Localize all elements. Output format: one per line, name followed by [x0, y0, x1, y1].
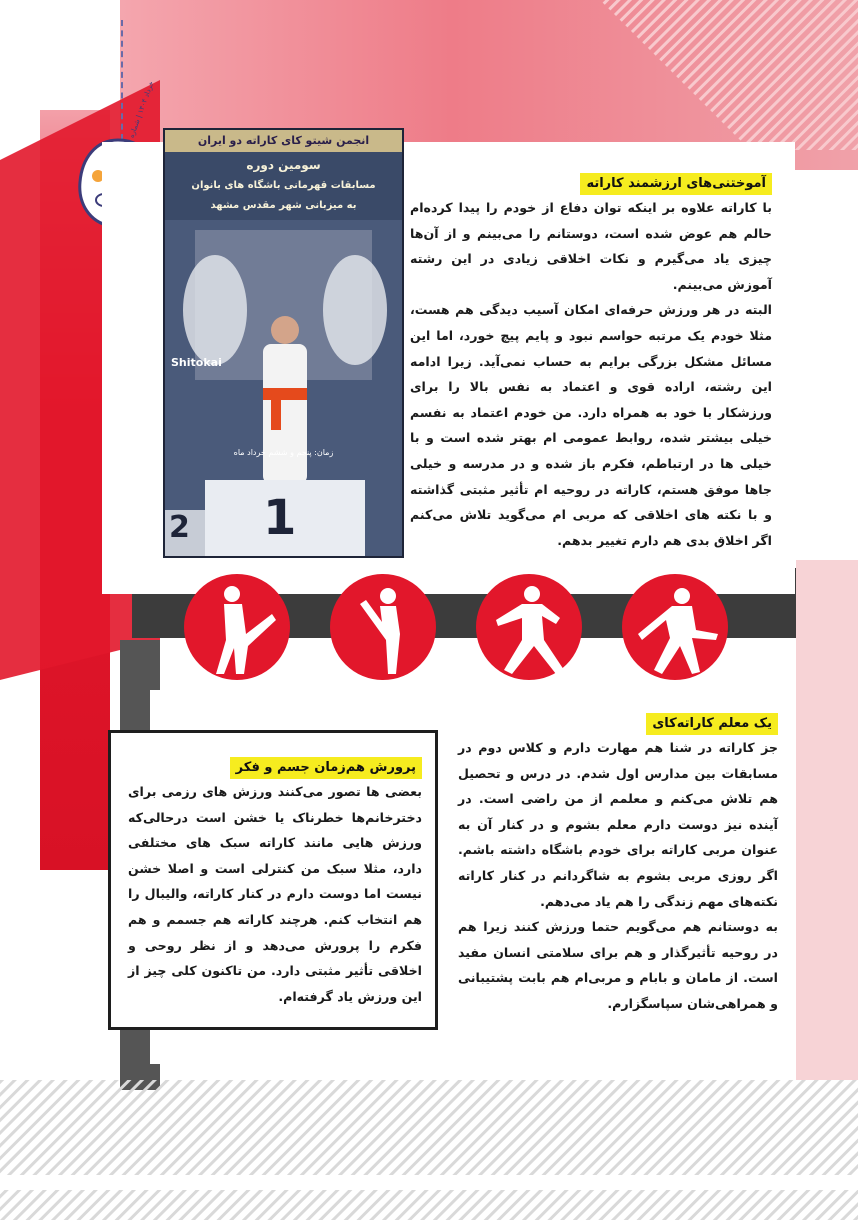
karate-kick-icon — [184, 574, 290, 680]
photo-date-line: زمان: پنجم و ششم خرداد ماه — [233, 448, 334, 457]
karate-high-kick-icon — [330, 574, 436, 680]
photo-banner-line4: به میزبانی شهر مقدس مشهد — [210, 200, 357, 211]
right-pink-area — [796, 560, 858, 1080]
competition-photo — [163, 128, 404, 558]
section1-paragraph-2: البته در هر ورزش حرفه‌ای امکان آسیب دیدگی هم هست، مثلا خودم یک مرتبه حواسم نبود و پایم پیچ خورد، اما این مسائل مشکل بزرگی برایم به حساب نمی‌آید. زیرا ادامه این رشته، اراده قوی و اعتماد به نفس بالا را برای ورزشکار با خود به همراه دارد. من خودم اعتماد به نفسم خیلی بیشتر شده، روابط عمومی ام بهتر شده است و با خیلی ها در ارتباطم، فکرم باز شده و در مدرسه و خیلی جاها موفق هستم، کاراته در روحیه ام تأثیر مثبتی گذاشته و با نکته های اخلاقی که مربی ام می‌گوید تلاش می‌کنم اگر اخلاق بدی هم دارم تغییر بدهم. — [410, 302, 772, 548]
karate-stance-icon — [476, 574, 582, 680]
photo-banner-line1: انجمن شیتو کای کاراته دو ایران — [197, 134, 370, 147]
section3 — [128, 756, 422, 1009]
podium-first-number: 1 — [263, 490, 297, 546]
section1-heading: آموختنی‌های ارزشمند کاراته — [580, 173, 772, 195]
section3-heading: پرورش هم‌زمان جسم و فکر — [230, 757, 422, 779]
section2-paragraph-1: جز کاراته در شنا هم مهارت دارم و کلاس دوم در مسابقات بین مدارس اول شدم. در درس و تحصیل هم تلاش می‌کنم و معلمم از من راضی است. در آینده نیز دوست دارم معلم بشوم و در کنار آن به عنوان مربی کاراته برای خودم باشگاه داشته باشم. اگر روزی مربی بشوم به شاگردانم در کنار کاراته نکته‌های مهم زندگی را هم یاد می‌دهم. — [458, 740, 778, 909]
section3-paragraph-1: بعضی ها تصور می‌کنند ورزش های رزمی برای دخترخانم‌ها خطرناک یا خشن است درحالی‌که ورزش هایی مانند کاراته سبک های مختلفی دارد، مثلا سبک من کنترلی است و اصلا خشن نیست اما دوست دارم در کنار کاراته، والیبال را هم انتخاب کنم. هرچند کاراته هم جسمم و هم فکرم را پرورش می‌دهد و از نظر روحی و اخلاقی تأثیر مثبتی دارد. من تاکنون کلی چیز از این ورزش یاد گرفته‌ام. — [128, 784, 422, 1004]
section1 — [410, 172, 772, 553]
photo-banner-line3: مسابقات قهرمانی باشگاه های بانوان — [191, 180, 376, 191]
karate-icons-row — [180, 572, 780, 684]
podium-second-number: 2 — [169, 510, 190, 545]
section2 — [458, 712, 778, 1017]
photo-brand-label: Shitokai — [171, 356, 222, 369]
dashed-line — [121, 20, 123, 140]
karate-punch-icon — [622, 574, 728, 680]
section2-heading: یک معلم کاراته‌کای — [646, 713, 778, 735]
section1-paragraph-1: با کاراته علاوه بر اینکه توان دفاع از خودم را پیدا کرده‌ام حالم هم عوض شده است، دوستانم را می‌بینم و از آن‌ها چیزی یاد می‌گیرم و نکات اخلاقی زیادی در این رشته آموزش می‌بینم. — [410, 200, 772, 292]
stripe-pattern-bottom — [0, 1080, 858, 1220]
photo-banner-line2: سومین دوره — [246, 158, 321, 172]
section2-paragraph-2: به دوستانم هم می‌گویم حتما ورزش کنند زیرا هم در روحیه تأثیرگذار و هم برای سلامتی انسان مفید است. از مامان و بابام و مربی‌ام هم بابت پشتیبانی و همراهی‌شان سپاسگزارم. — [458, 919, 778, 1011]
issue-stamp-text: خرداد ۱۴۰۴ | شماره — [127, 80, 156, 139]
stripe-pattern-top — [560, 0, 858, 150]
